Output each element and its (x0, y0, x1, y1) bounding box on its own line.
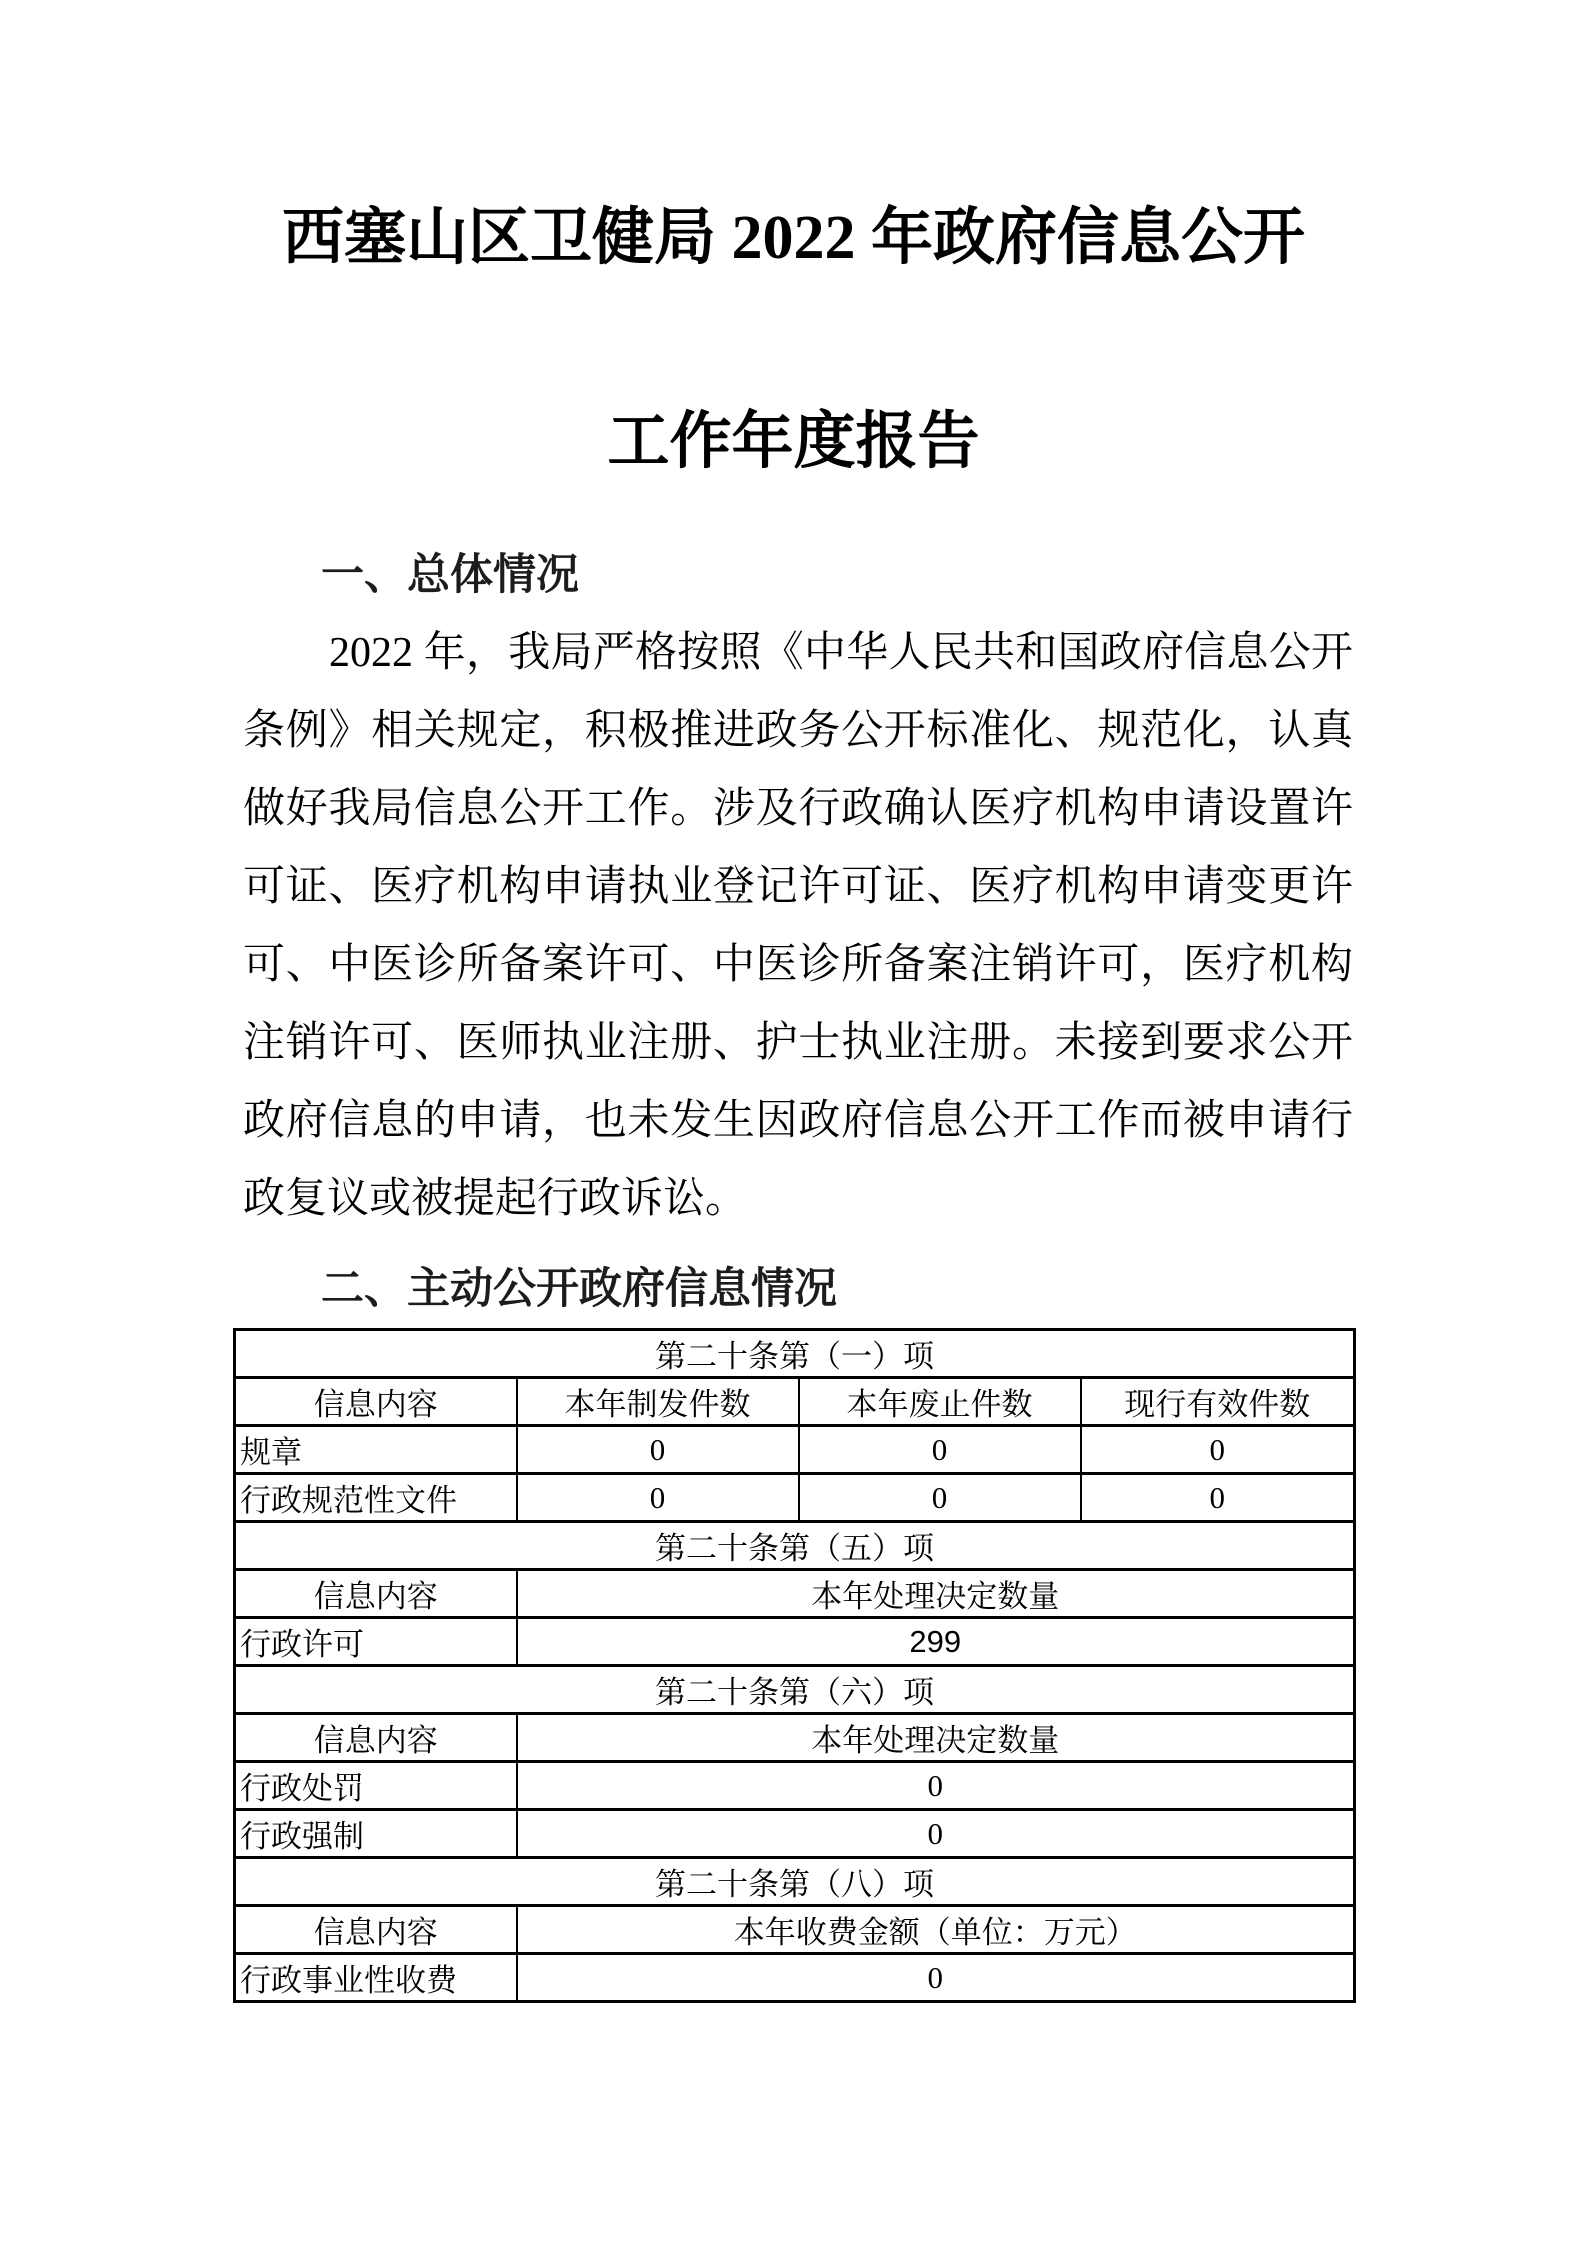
page-title-line2: 工作年度报告 (607, 408, 980, 476)
section-title-cell: 第二十条第（六）项 (235, 1666, 1355, 1714)
value-cell: 0 (517, 1426, 799, 1474)
row-label-cell: 规章 (235, 1426, 517, 1474)
column-header-cell: 信息内容 (235, 1570, 517, 1618)
table-header-row (235, 1906, 1355, 1954)
column-header-cell: 本年制发件数 (517, 1378, 799, 1426)
column-header-cell: 本年处理决定数量 (517, 1714, 1355, 1762)
row-label-cell: 行政规范性文件 (235, 1474, 517, 1522)
value-cell: 0 (517, 1762, 1355, 1810)
paragraph-line: 政复议或被提起行政诉讼。 (243, 1176, 748, 1222)
column-header-cell: 信息内容 (235, 1906, 517, 1954)
column-header-cell: 本年废止件数 (799, 1378, 1081, 1426)
value-cell (517, 1618, 1355, 1666)
paragraph-line: 可、中医诊所备案许可、中医诊所备案注销许可，医疗机构 (243, 942, 1353, 988)
overview-paragraph (243, 614, 1353, 1238)
table-header-row (235, 1570, 1355, 1618)
disclosure-statistics-table (233, 1328, 1356, 2003)
table-data-row (235, 1474, 1355, 1522)
table-section-row (235, 1330, 1355, 1378)
section-title-cell: 第二十条第（八）项 (235, 1858, 1355, 1906)
paragraph-line: 政府信息的申请，也未发生因政府信息公开工作而被申请行 (243, 1098, 1353, 1144)
section-heading-proactive-disclosure: 二、主动公开政府信息情况 (321, 1265, 837, 1313)
table-section-row (235, 1858, 1355, 1906)
value-cell: 0 (1081, 1474, 1355, 1522)
table-data-row (235, 1426, 1355, 1474)
value-cell: 0 (799, 1426, 1081, 1474)
table-data-row (235, 1954, 1355, 2002)
column-header-cell: 本年处理决定数量 (517, 1570, 1355, 1618)
row-label-cell: 行政强制 (235, 1810, 517, 1858)
value-cell: 0 (517, 1474, 799, 1522)
value-cell: 0 (799, 1474, 1081, 1522)
row-label-cell: 行政许可 (235, 1618, 517, 1666)
paragraph-line: 2022 年，我局严格按照《中华人民共和国政府信息公开 (329, 630, 1353, 676)
row-label-cell: 行政事业性收费 (235, 1954, 517, 2002)
table-header-row (235, 1378, 1355, 1426)
column-header-cell: 本年收费金额（单位：万元） (517, 1906, 1355, 1954)
row-label-cell: 行政处罚 (235, 1762, 517, 1810)
table-data-row (235, 1810, 1355, 1858)
section-title-cell: 第二十条第（一）项 (235, 1330, 1355, 1378)
paragraph-line: 做好我局信息公开工作。涉及行政确认医疗机构申请设置许 (243, 786, 1353, 832)
section-title-cell: 第二十条第（五）项 (235, 1522, 1355, 1570)
value-cell: 0 (517, 1954, 1355, 2002)
paragraph-line: 条例》相关规定，积极推进政务公开标准化、规范化，认真 (243, 708, 1353, 754)
column-header-cell: 现行有效件数 (1081, 1378, 1355, 1426)
table-header-row (235, 1714, 1355, 1762)
section-heading-overall: 一、总体情况 (321, 551, 579, 599)
table-section-row (235, 1522, 1355, 1570)
table-data-row (235, 1762, 1355, 1810)
table-section-row (235, 1666, 1355, 1714)
value-cell: 0 (1081, 1426, 1355, 1474)
column-header-cell: 信息内容 (235, 1714, 517, 1762)
paragraph-line: 注销许可、医师执业注册、护士执业注册。未接到要求公开 (243, 1020, 1353, 1066)
page-title-line1: 西塞山区卫健局 2022 年政府信息公开 (281, 204, 1305, 272)
value-number: 299 (909, 1623, 962, 1659)
table-data-row (235, 1618, 1355, 1666)
column-header-cell: 信息内容 (235, 1378, 517, 1426)
paragraph-line: 可证、医疗机构申请执业登记许可证、医疗机构申请变更许 (243, 864, 1353, 910)
value-cell: 0 (517, 1810, 1355, 1858)
